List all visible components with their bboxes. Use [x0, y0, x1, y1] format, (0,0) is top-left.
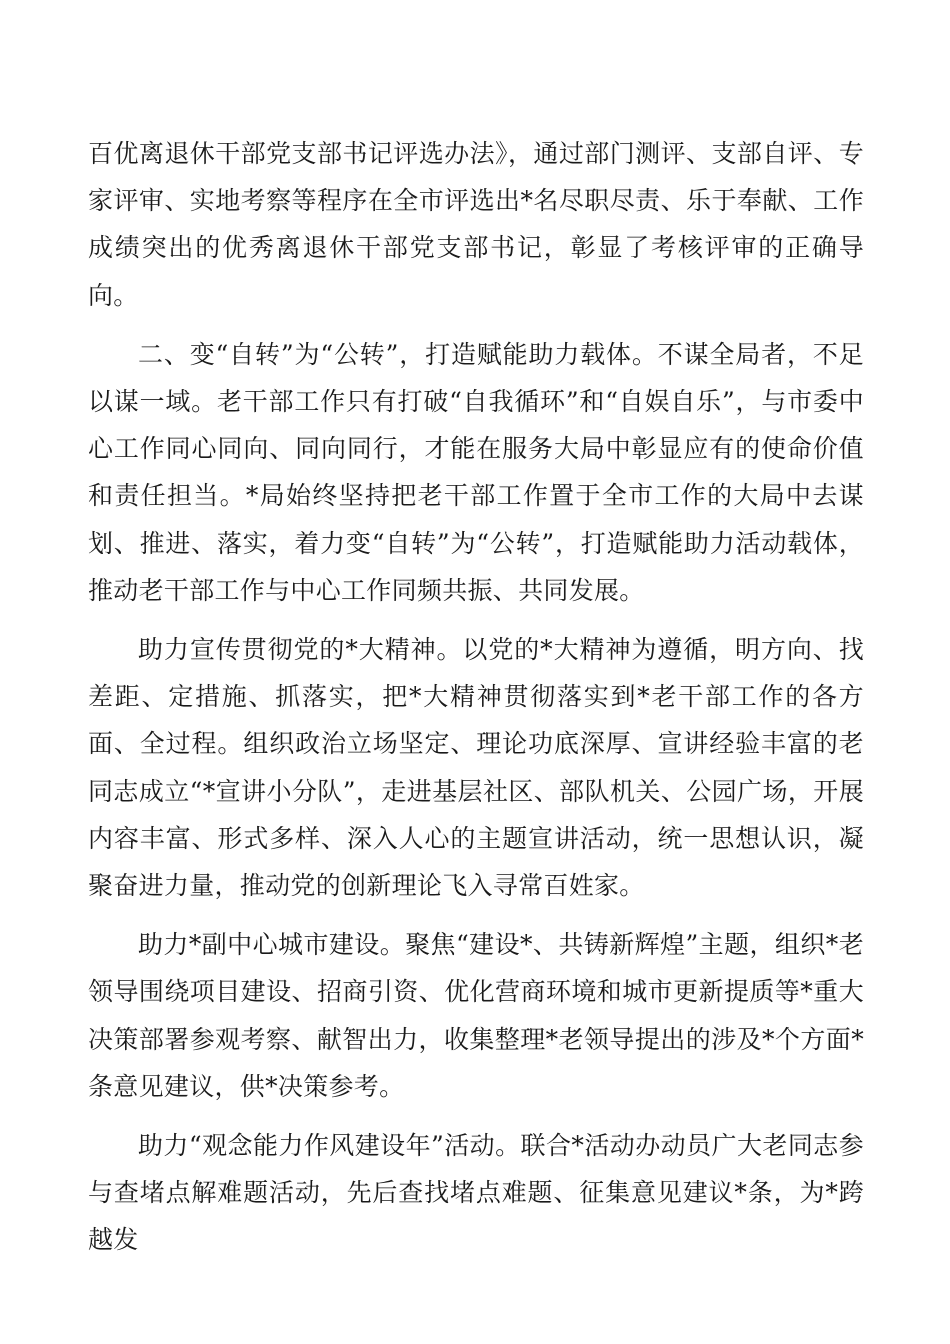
document-body [88, 130, 864, 1276]
paragraph-propaganda: 助力宣传贯彻党的*大精神。以党的*大精神为遵循，明方向、找差距、定措施、抓落实，把*大精神贯彻落实到*老干部工作的各方面、全过程。组织政治立场坚定、理论功底深厚、宣讲经验丰富的老同志成立“*宣讲小分队”，走进基层社区、部队机关、公园广场，开展内容丰富、形式多样、深入人心的主题宣讲活动，统一思想认识，凝聚奋进力量，推动党的创新理论飞入寻常百姓家。 [88, 635, 864, 901]
paragraph-work-style-year: 助力“观念能力作风建设年”活动。联合*活动办动员广大老同志参与查堵点解难题活动，先后查找堵点难题、征集意见建议*条，为*跨越发 [88, 1131, 864, 1255]
paragraph-continuation: 百优离退休干部党支部书记评选办法》，通过部门测评、支部自评、专家评审、实地考察等程序在全市评选出*名尽职尽责、乐于奉献、工作成绩突出的优秀离退休干部党支部书记，彰显了考核评审的正确导向。 [88, 139, 864, 310]
paragraph-city-construction: 助力*副中心城市建设。聚焦“建设*、共铸新辉煌”主题，组织*老领导围绕项目建设、招商引资、优化营商环境和城市更新提质等*重大决策部署参观考察、献智出力，收集整理*老领导提出的涉及*个方面*条意见建议，供*决策参考。 [88, 930, 864, 1101]
paragraph-section-two: 二、变“自转”为“公转”，打造赋能助力载体。不谋全局者，不足以谋一域。老干部工作只有打破“自我循环”和“自娱自乐”，与市委中心工作同心同向、同向同行，才能在服务大局中彰显应有的使命价值和责任担当。*局始终坚持把老干部工作置于全市工作的大局中去谋划、推进、落实，着力变“自转”为“公转”，打造赋能助力活动载体，推动老干部工作与中心工作同频共振、共同发展。 [88, 339, 864, 605]
